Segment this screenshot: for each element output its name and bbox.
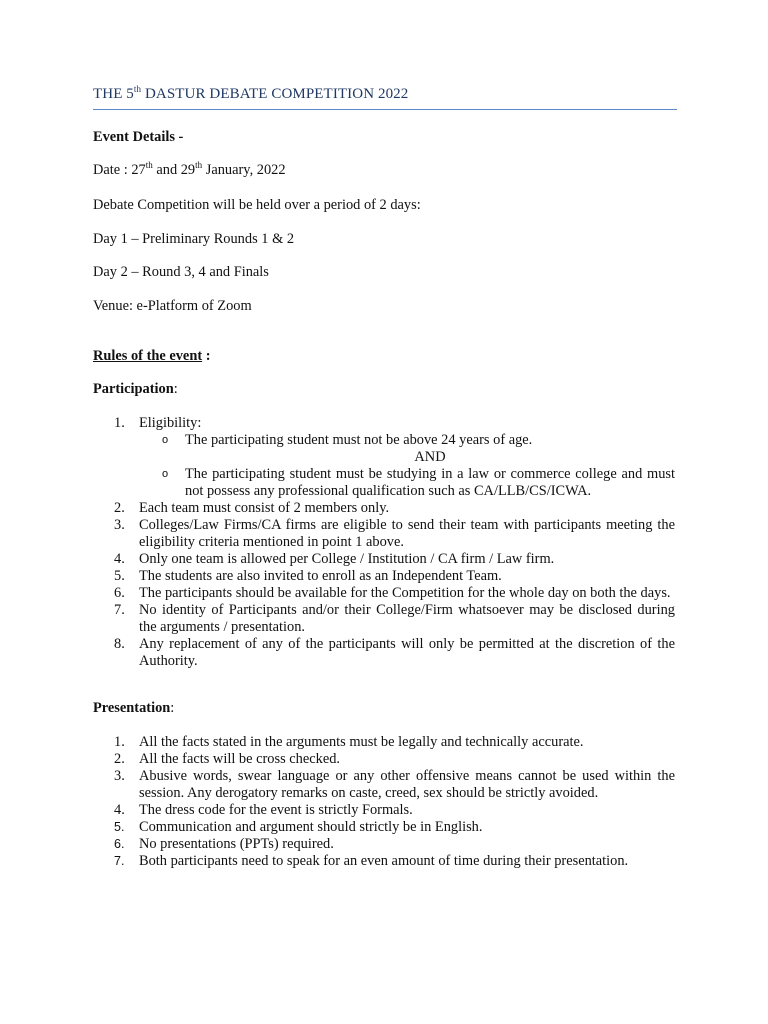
list-item bbox=[93, 636, 675, 670]
title-text: THE 5 bbox=[93, 86, 134, 102]
list-item-number: 5. bbox=[114, 820, 125, 834]
list-item-number: 4. bbox=[114, 802, 125, 818]
list-item-text: The participants should be available for the Competition for the whole day on both the days. bbox=[139, 585, 671, 601]
event-day-1: Day 1 – Preliminary Rounds 1 & 2 bbox=[93, 231, 295, 247]
presentation-heading bbox=[93, 700, 174, 717]
title-text-rest: DASTUR DEBATE COMPETITION 2022 bbox=[141, 86, 409, 102]
list-item-number: 1. bbox=[114, 415, 125, 431]
list-item-number: 6. bbox=[114, 585, 125, 601]
list-item bbox=[93, 500, 675, 517]
presentation-heading-text: Presentation bbox=[93, 700, 171, 716]
date-text-mid: and 29 bbox=[152, 162, 196, 178]
list-item-number: 5. bbox=[114, 568, 125, 584]
event-venue: Venue: e-Platform of Zoom bbox=[93, 298, 252, 314]
list-item bbox=[93, 734, 675, 751]
sub-list-item bbox=[139, 432, 675, 449]
document-title bbox=[93, 86, 683, 103]
circle-bullet-icon: o bbox=[162, 434, 169, 446]
event-day-2: Day 2 – Round 3, 4 and Finals bbox=[93, 264, 269, 280]
participation-heading-text: Participation bbox=[93, 381, 174, 397]
and-separator: AND bbox=[414, 449, 446, 465]
list-item-text: Each team must consist of 2 members only. bbox=[139, 500, 390, 516]
list-item-number: 6. bbox=[114, 837, 125, 851]
list-item-text: Abusive words, swear language or any other offensive means cannot be used within the session. Any derogatory remarks on caste, creed, sex should be strictly avoided. bbox=[139, 768, 675, 801]
list-item-text: Communication and argument should strictly be in English. bbox=[139, 819, 483, 835]
list-item-number: 3. bbox=[114, 768, 125, 784]
list-item bbox=[93, 802, 675, 819]
title-superscript: th bbox=[133, 84, 142, 94]
list-item-text: The students are also invited to enroll as an Independent Team. bbox=[139, 568, 502, 584]
presentation-heading-suffix: : bbox=[170, 700, 175, 716]
sub-list-item bbox=[139, 466, 675, 500]
list-item-text: Colleges/Law Firms/CA firms are eligible to send their team with participants meeting the eligibility criteria mentioned in point 1 above. bbox=[139, 517, 675, 550]
list-item bbox=[93, 517, 675, 551]
list-item bbox=[93, 585, 675, 602]
list-item-text: No identity of Participants and/or their College/Firm whatsoever may be disclosed during the arguments / presentation. bbox=[139, 602, 675, 635]
list-item bbox=[93, 819, 675, 836]
list-item-text: All the facts will be cross checked. bbox=[139, 751, 340, 767]
event-details-heading: Event Details - bbox=[93, 129, 184, 145]
rules-heading bbox=[93, 348, 211, 365]
list-item-number: 3. bbox=[114, 517, 125, 533]
date-text-end: January, 2022 bbox=[202, 162, 286, 178]
rules-heading-text: Rules of the event bbox=[93, 348, 203, 364]
list-item-number: 2. bbox=[114, 751, 125, 767]
date-superscript-2: th bbox=[195, 160, 203, 171]
list-item-text: No presentations (PPTs) required. bbox=[139, 836, 334, 852]
list-item bbox=[93, 768, 675, 802]
sub-list-item-text: The participating student must not be above 24 years of age. bbox=[185, 432, 533, 448]
list-item bbox=[93, 551, 675, 568]
list-item-text: Any replacement of any of the participants will only be permitted at the discretion of the Authority. bbox=[139, 636, 675, 669]
circle-bullet-icon: o bbox=[162, 468, 169, 480]
list-item bbox=[93, 853, 675, 870]
list-item-text: Only one team is allowed per College / Institution / CA firm / Law firm. bbox=[139, 551, 555, 567]
list-item bbox=[93, 415, 675, 500]
sub-list-item-text: The participating student must be studying in a law or commerce college and must not possess any professional qualification such as CA/LLB/CS/ICWA. bbox=[185, 466, 675, 499]
list-item-text: Both participants need to speak for an even amount of time during their presentation. bbox=[139, 853, 629, 869]
list-item-number: 2. bbox=[114, 500, 125, 516]
date-text: Date : 27 bbox=[93, 162, 146, 178]
rules-heading-suffix: : bbox=[202, 348, 211, 364]
list-item-number: 1. bbox=[114, 734, 125, 750]
list-item-text: The dress code for the event is strictly Formals. bbox=[139, 802, 413, 818]
list-item-number: 7. bbox=[114, 602, 125, 618]
list-item-text: Eligibility: bbox=[139, 415, 202, 431]
list-item bbox=[93, 751, 675, 768]
list-item bbox=[93, 568, 675, 585]
presentation-list bbox=[93, 734, 675, 870]
event-date bbox=[93, 162, 286, 179]
participation-heading bbox=[93, 381, 178, 398]
participation-heading-suffix: : bbox=[173, 381, 178, 397]
event-period: Debate Competition will be held over a period of 2 days: bbox=[93, 197, 421, 213]
list-item-text: All the facts stated in the arguments must be legally and technically accurate. bbox=[139, 734, 584, 750]
list-item bbox=[93, 836, 675, 853]
list-item-number: 7. bbox=[114, 854, 125, 868]
participation-list bbox=[93, 415, 675, 670]
date-superscript-1: th bbox=[145, 160, 153, 171]
title-divider bbox=[93, 109, 677, 110]
list-item-number: 8. bbox=[114, 636, 125, 652]
list-item bbox=[93, 602, 675, 636]
list-item-number: 4. bbox=[114, 551, 125, 567]
